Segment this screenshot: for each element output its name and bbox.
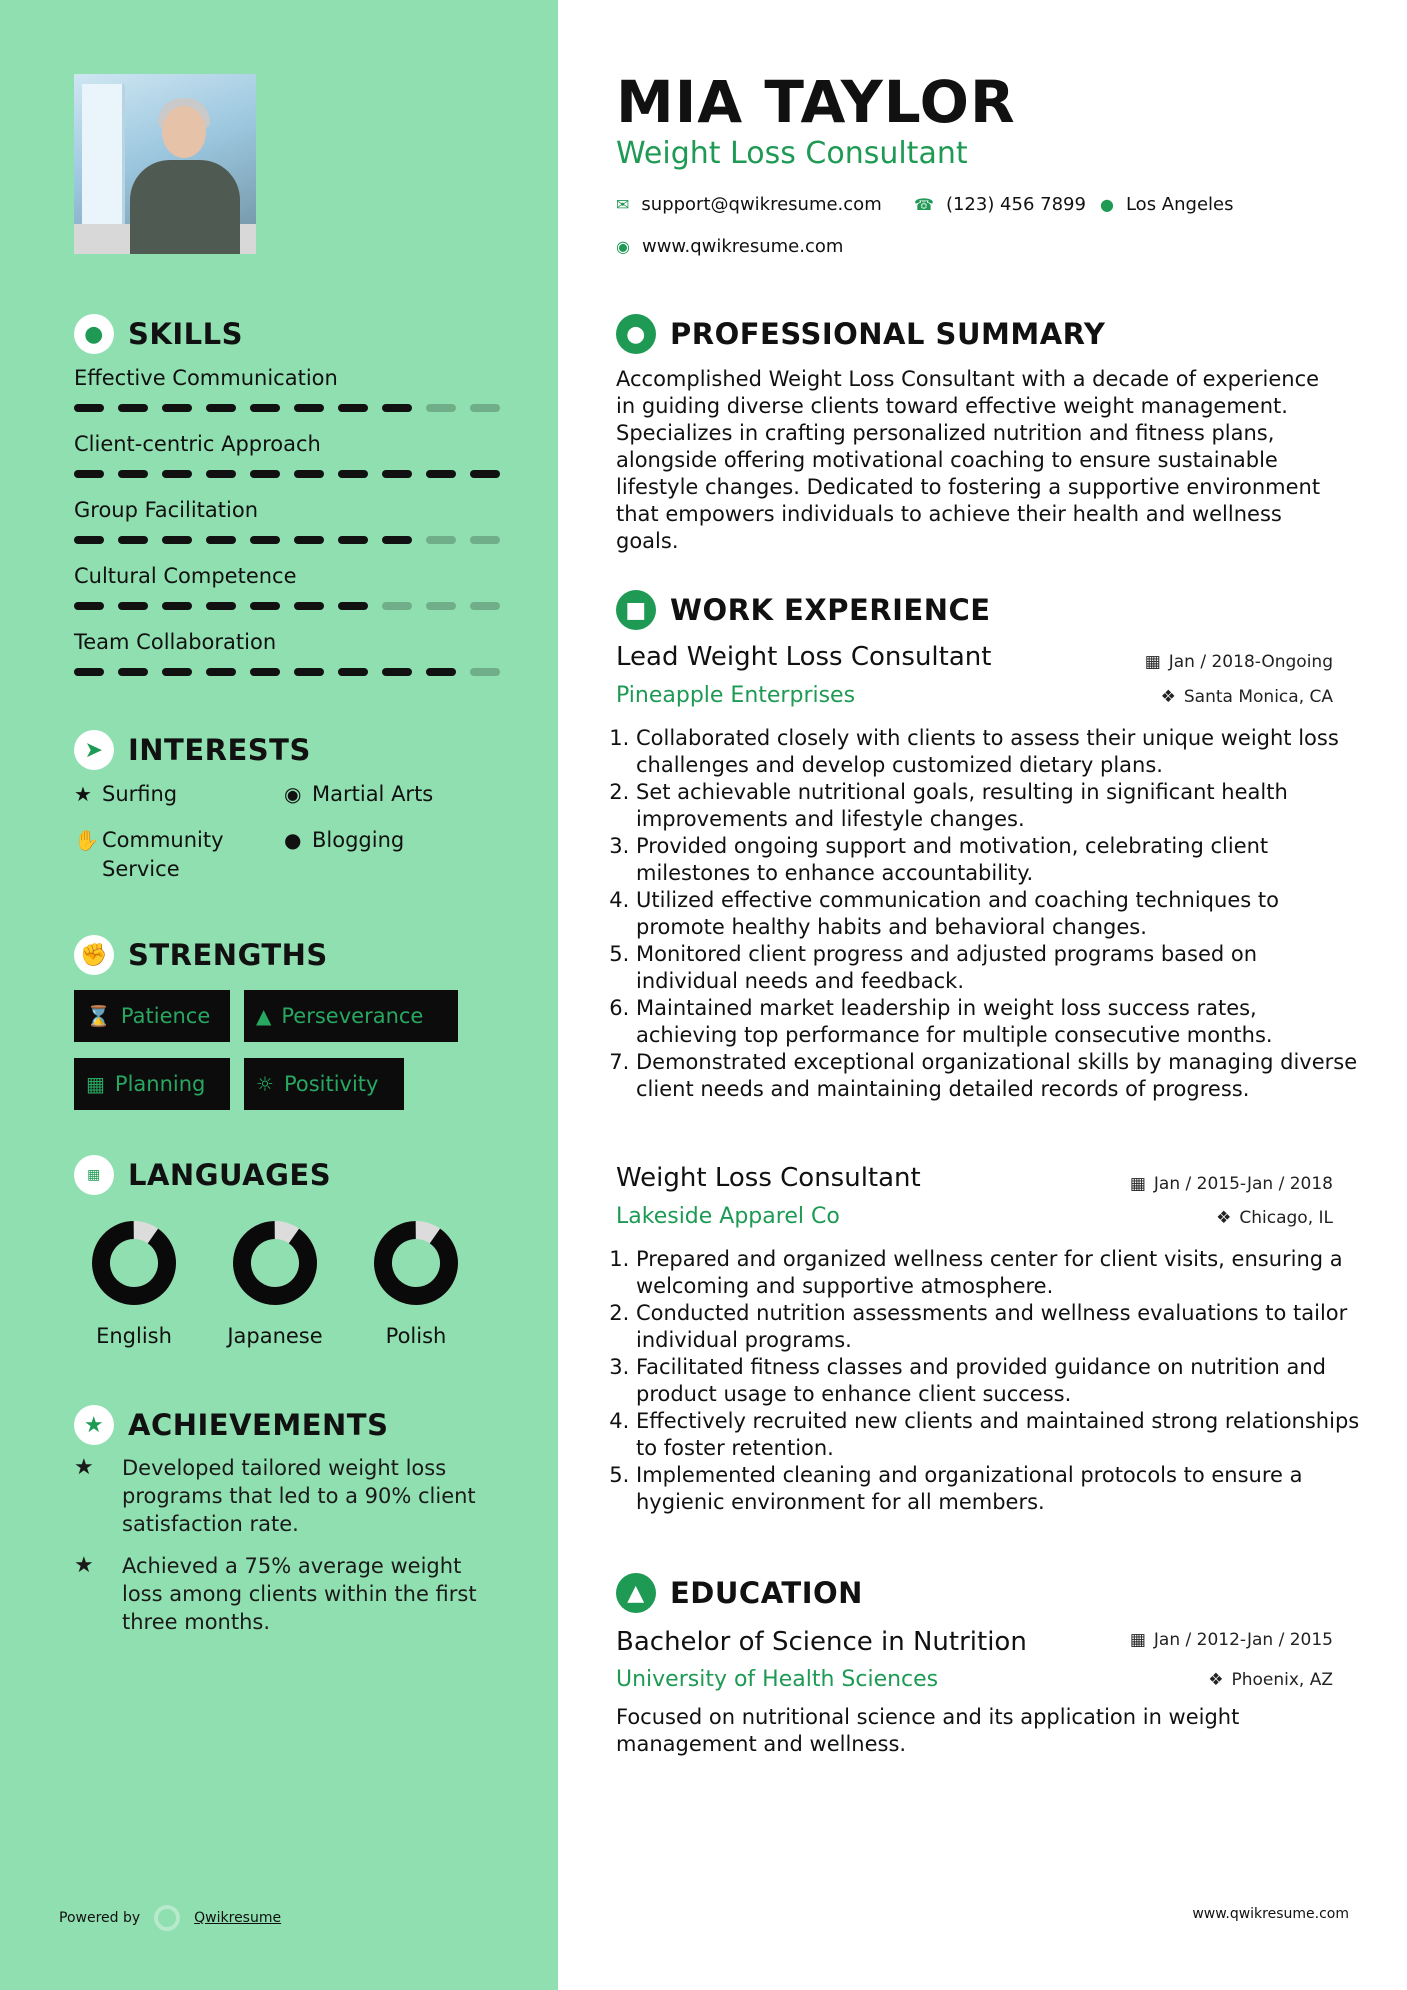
- paper-plane-icon: ➤: [74, 730, 114, 770]
- skill-level-segment: [294, 470, 324, 478]
- job-title: Lead Weight Loss Consultant: [616, 642, 992, 672]
- skill-level-segment: [118, 404, 148, 412]
- pin-icon: ❖: [1208, 1670, 1224, 1690]
- job-company: Lakeside Apparel Co: [616, 1204, 840, 1229]
- skill-level-segment: [470, 668, 500, 676]
- achievement-item: ★ Developed tailored weight loss programs that led to a 90% client satisfaction rate.: [74, 1455, 476, 1536]
- pin-icon: ❖: [1160, 687, 1176, 707]
- calendar-icon: ▦: [1129, 1174, 1146, 1194]
- skill-level-segment: [426, 536, 456, 544]
- contact-email[interactable]: ✉ support@qwikresume.com: [616, 194, 882, 215]
- duty-item: 7. Demonstrated exceptional organizational skills by managing diverse client needs and maintaining detailed records of progress.: [636, 1049, 1364, 1103]
- job-location: ❖ Chicago, IL: [1216, 1208, 1333, 1228]
- pin-icon: ❖: [1216, 1208, 1232, 1228]
- skill-level-segment: [118, 536, 148, 544]
- profile-photo: [74, 74, 256, 254]
- star-icon: ★: [74, 782, 92, 806]
- skill-level-bar: [74, 602, 500, 610]
- education-school: University of Health Sciences: [616, 1667, 939, 1692]
- skill-level-segment: [426, 668, 456, 676]
- shooting-star-icon: ★: [74, 1455, 94, 1480]
- skill-level-segment: [162, 404, 192, 412]
- lightbulb-icon: ●: [74, 314, 114, 354]
- skill-level-segment: [338, 470, 368, 478]
- candidate-role: Weight Loss Consultant: [616, 136, 968, 171]
- skill-level-segment: [382, 470, 412, 478]
- strengths-heading: ✊ STRENGTHS: [74, 935, 328, 975]
- skill-level-segment: [294, 602, 324, 610]
- job-title: Weight Loss Consultant: [616, 1163, 921, 1193]
- skill-level-segment: [426, 404, 456, 412]
- skill-level-segment: [118, 470, 148, 478]
- skill-level-segment: [206, 404, 236, 412]
- skill-level-segment: [294, 668, 324, 676]
- skill-level-segment: [162, 536, 192, 544]
- interest-item: ✋ Community Service: [74, 826, 274, 884]
- skill-level-segment: [470, 404, 500, 412]
- strength-tag: ☼ Positivity: [244, 1058, 404, 1110]
- contact-website[interactable]: ◉ www.qwikresume.com: [616, 236, 844, 257]
- skill-level-segment: [250, 668, 280, 676]
- skill-level-segment: [250, 470, 280, 478]
- duty-item: 2. Set achievable nutritional goals, resulting in significant health improvements and lifestyle changes.: [636, 779, 1364, 833]
- skills-heading: ● SKILLS: [74, 314, 243, 354]
- skill-level-segment: [162, 668, 192, 676]
- road-icon: ▲: [256, 1004, 272, 1028]
- skill-level-bar: [74, 668, 500, 676]
- skill-level-segment: [382, 602, 412, 610]
- skill-level-segment: [470, 470, 500, 478]
- skill-level-segment: [206, 668, 236, 676]
- fist-icon: ✊: [74, 935, 114, 975]
- duty-item: 6. Maintained market leadership in weight loss success rates, achieving top performance for multiple consecutive months.: [636, 995, 1364, 1049]
- skill-level-bar: [74, 404, 500, 412]
- education-description: Focused on nutritional science and its application in weight management and wellness.: [616, 1705, 1240, 1756]
- skill-label: Group Facilitation: [74, 498, 259, 522]
- interest-item: ◉ Martial Arts: [284, 780, 433, 809]
- brand-link[interactable]: Qwikresume: [194, 1910, 282, 1926]
- skill-label: Effective Communication: [74, 366, 338, 390]
- language-label: Polish: [385, 1324, 447, 1348]
- skill-level-segment: [162, 470, 192, 478]
- hand-icon: ✋: [74, 828, 99, 852]
- skill-level-segment: [162, 602, 192, 610]
- languages-heading: ▦ LANGUAGES: [74, 1155, 331, 1195]
- calendar-icon: ▦: [1129, 1630, 1146, 1650]
- job-duties: [612, 725, 1364, 1103]
- skill-level-segment: [470, 536, 500, 544]
- sun-icon: ☼: [256, 1072, 274, 1096]
- duty-item: 1. Prepared and organized wellness center for client visits, ensuring a welcoming and supportive atmosphere.: [636, 1246, 1364, 1300]
- strength-tag: ▲ Perseverance: [244, 990, 458, 1042]
- contact-location: ● Los Angeles: [1100, 194, 1234, 215]
- skill-level-segment: [426, 470, 456, 478]
- contact-phone[interactable]: ☎ (123) 456 7899: [914, 194, 1086, 215]
- education-degree: Bachelor of Science in Nutrition: [616, 1627, 1027, 1657]
- skill-level-segment: [250, 602, 280, 610]
- summary-heading: ● PROFESSIONAL SUMMARY: [616, 314, 1105, 354]
- graduate-icon: ▲: [616, 1573, 656, 1613]
- skill-level-segment: [382, 404, 412, 412]
- skill-level-segment: [206, 470, 236, 478]
- footer-url[interactable]: www.qwikresume.com: [1192, 1906, 1349, 1922]
- job-company: Pineapple Enterprises: [616, 683, 856, 708]
- skill-level-segment: [294, 404, 324, 412]
- skill-level-segment: [470, 602, 500, 610]
- skill-level-bar: [74, 470, 500, 478]
- briefcase-icon: ■: [616, 590, 656, 630]
- user-icon: ●: [616, 314, 656, 354]
- duty-item: 4. Utilized effective communication and coaching techniques to promote healthy habits and behavioral changes.: [636, 887, 1364, 941]
- map-pin-icon: ●: [1100, 195, 1114, 214]
- envelope-icon: ✉: [616, 195, 630, 214]
- hourglass-icon: ⌛: [86, 1004, 111, 1028]
- skill-level-segment: [338, 536, 368, 544]
- strength-tag: ⌛ Patience: [74, 990, 230, 1042]
- duty-item: 4. Effectively recruited new clients and maintained strong relationships to foster retention.: [636, 1408, 1364, 1462]
- skill-level-segment: [206, 536, 236, 544]
- achievement-item: ★ Achieved a 75% average weight loss among clients within the first three months.: [74, 1553, 477, 1634]
- skill-level-segment: [118, 668, 148, 676]
- skill-level-segment: [426, 602, 456, 610]
- strength-tag: ▦ Planning: [74, 1058, 230, 1110]
- skill-level-segment: [250, 404, 280, 412]
- skill-level-bar: [74, 536, 500, 544]
- users-icon: ●: [284, 828, 302, 852]
- job-duties: [612, 1246, 1364, 1516]
- skill-level-segment: [338, 404, 368, 412]
- skill-label: Team Collaboration: [74, 630, 277, 654]
- globe-icon: ◉: [616, 237, 630, 256]
- skill-level-segment: [294, 536, 324, 544]
- duty-item: 1. Collaborated closely with clients to assess their unique weight loss challenges and develop customized dietary plans.: [636, 725, 1364, 779]
- job-dates: ▦ Jan / 2018-Ongoing: [1144, 652, 1333, 672]
- skill-level-segment: [206, 602, 236, 610]
- skill-level-segment: [74, 668, 104, 676]
- summary-text: Accomplished Weight Loss Consultant with a decade of experience in guiding diverse clients toward effective weight management. Specializes in crafting personalized nutrition and fitness plans, alongside offering motivational coaching to ensure sustainable lifestyle changes. Dedicated to fostering a supportive environment that empowers individuals to achieve their health and wellness goals.: [616, 367, 1321, 553]
- language-level-ring: [91, 1220, 177, 1306]
- duty-item: 3. Provided ongoing support and motivation, celebrating client milestones to enhance accountability.: [636, 833, 1364, 887]
- skill-level-segment: [250, 536, 280, 544]
- star-badge-icon: ★: [74, 1405, 114, 1445]
- skill-level-segment: [338, 668, 368, 676]
- interests-heading: ➤ INTERESTS: [74, 730, 311, 770]
- education-location: ❖ Phoenix, AZ: [1208, 1670, 1333, 1690]
- skill-label: Client-centric Approach: [74, 432, 321, 456]
- language-label: Japanese: [227, 1324, 323, 1348]
- skill-level-segment: [74, 404, 104, 412]
- skill-label: Cultural Competence: [74, 564, 297, 588]
- achievements-heading: ★ ACHIEVEMENTS: [74, 1405, 388, 1445]
- duty-item: 5. Implemented cleaning and organizational protocols to ensure a hygienic environment for all members.: [636, 1462, 1364, 1516]
- education-heading: ▲ EDUCATION: [616, 1573, 863, 1613]
- interest-item: ● Blogging: [284, 826, 404, 855]
- duty-item: 2. Conducted nutrition assessments and wellness evaluations to tailor individual programs.: [636, 1300, 1364, 1354]
- language-level-ring: [373, 1220, 459, 1306]
- job-dates: ▦ Jan / 2015-Jan / 2018: [1129, 1174, 1333, 1194]
- duty-item: 5. Monitored client progress and adjusted programs based on individual needs and feedback.: [636, 941, 1364, 995]
- education-dates: ▦ Jan / 2012-Jan / 2015: [1129, 1630, 1333, 1650]
- skill-level-segment: [382, 536, 412, 544]
- powered-by: Powered by Qwikresume: [59, 1905, 281, 1931]
- language-level-ring: [232, 1220, 318, 1306]
- skill-level-segment: [74, 536, 104, 544]
- skill-level-segment: [74, 602, 104, 610]
- experience-heading: ■ WORK EXPERIENCE: [616, 590, 991, 630]
- candidate-name: MIA TAYLOR: [616, 68, 1016, 136]
- skill-level-segment: [118, 602, 148, 610]
- skill-level-segment: [338, 602, 368, 610]
- calendar-icon: ▦: [1144, 652, 1161, 672]
- job-location: ❖ Santa Monica, CA: [1160, 687, 1333, 707]
- language-icon: ▦: [74, 1155, 114, 1195]
- interest-item: ★ Surfing: [74, 780, 177, 809]
- shooting-star-icon: ★: [74, 1553, 94, 1578]
- skill-level-segment: [74, 470, 104, 478]
- qwikresume-logo-icon: [154, 1905, 180, 1931]
- skill-level-segment: [382, 668, 412, 676]
- globe-icon: ◉: [284, 782, 302, 806]
- language-label: English: [96, 1324, 172, 1348]
- duty-item: 3. Facilitated fitness classes and provided guidance on nutrition and product usage to enhance client success.: [636, 1354, 1364, 1408]
- calendar-icon: ▦: [86, 1072, 105, 1096]
- phone-icon: ☎: [914, 195, 934, 214]
